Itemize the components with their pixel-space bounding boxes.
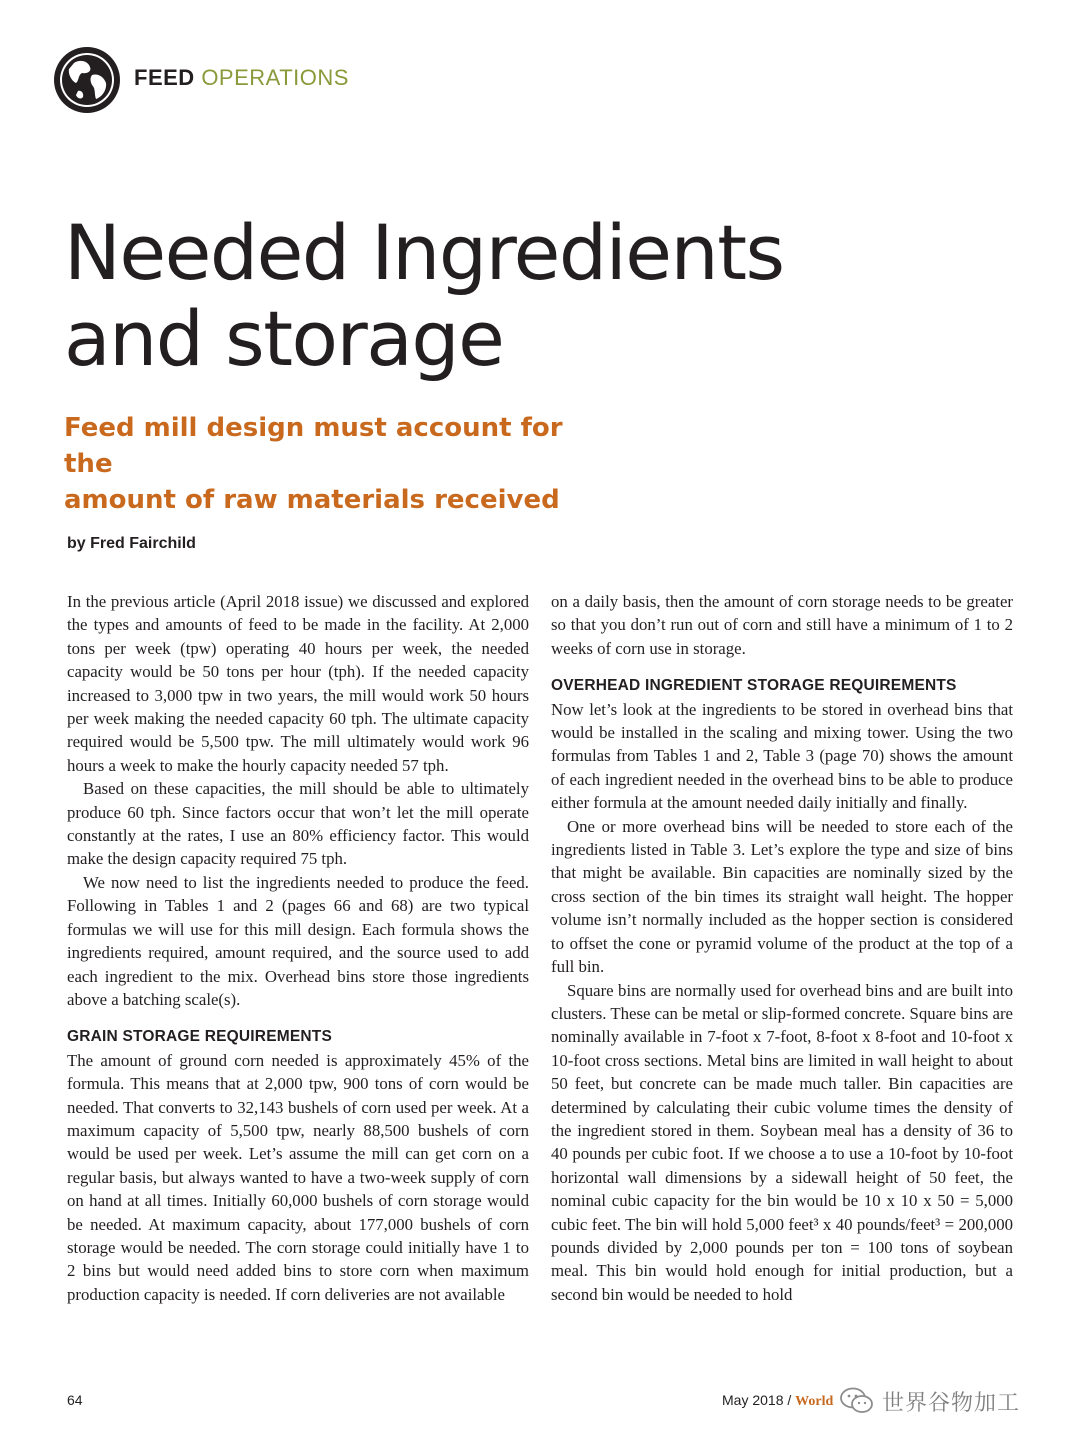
section-heading: GRAIN STORAGE REQUIREMENTS <box>67 1028 332 1046</box>
watermark-text: 世界谷物加工 <box>882 1390 1021 1416</box>
article-title-line2: and storage <box>64 294 504 383</box>
article-title <box>64 210 964 382</box>
paragraph: on a daily basis, then the amount of corn storage needs to be greater so that you don’t run out of corn and still have a minimum of 1 to 2 weeks of corn use in storage. <box>551 592 1013 658</box>
paragraph: Now let’s look at the ingredients to be stored in overhead bins that would be installed in the scaling and mixing tower. Using the two formulas from Tables 1 and 2, Table 3 (page 70) shows the amount of each ingredient needed in the overhead bins to be able to produce either formula at the amount needed daily initially and finally. <box>551 699 1013 813</box>
article-subtitle-line2: amount of raw materials received <box>64 485 560 515</box>
article-title-line1: Needed Ingredients <box>64 208 784 297</box>
issue-date: May 2018 / <box>722 1392 792 1408</box>
right-column <box>551 590 1013 1306</box>
byline: by Fred Fairchild <box>67 535 196 552</box>
paragraph: In the previous article (April 2018 issue) we discussed and explored the types and amounts of feed to be made in the facility. At 2,000 tons per week (tpw) operating 40 hours per week, the needed capacity would be 50 tons per hour (tph). If the needed capacity increased to 3,000 tpw in two years, the mill would work 50 hours per week making the needed capacity 60 tph. The ultimate capacity required would be 5,500 tpw. The mill ultimately would work 96 hours a week to make the hourly capacity needed 57 tph. <box>67 592 529 775</box>
watermark <box>840 1384 1050 1418</box>
paragraph: The amount of ground corn needed is approximately 45% of the formula. This means that at 2,000 tpw, 900 tons of corn would be needed. That converts to 32,143 bushels of corn used per week. At a maximum capacity of 5,500 tpw, nearly 88,500 bushels of corn would be used per week. Let’s assume the mill can get corn on a regular basis, but always wanted to have a two-week supply of corn on hand at all times. Initially 60,000 bushels of corn storage would be needed. At maximum capacity, about 177,000 bushels of corn storage would be needed. The corn storage could initially have 1 to 2 bins but would need added bins to store corn when maximum production capacity is needed. If corn deliveries are not available <box>67 1050 529 1304</box>
article-subtitle <box>64 410 584 518</box>
paragraph: Square bins are normally used for overhead bins and are built into clusters. These can be metal or slip-formed concrete. Square bins are nominally available in 7-foot x 7-foot, 8-foot x 8-foot and 10-foot x 10-foot cross sections. Metal bins are limited in wall height to about 50 feet, but concrete can be made much taller. Bin capacities are determined by calculating their cubic volume times the density of the ingredient stored in them. Soybean meal has a density of 36 to 40 pounds per cubic foot. If we choose a to use a 10-foot by 10-foot horizontal wall dimensions by a sidewall height of 50 feet, the nominal cubic capacity for the bin would be 10 x 10 x 50 = 5,000 cubic feet. The bin will hold 5,000 feet³ x 40 pounds/feet³ = 200,000 pounds divided by 2,000 pounds per ton = 100 tons of soybean meal. This bin would hold enough for initial production, but a second bin would be needed to hold <box>551 980 1013 1304</box>
section-header <box>52 45 552 115</box>
wechat-icon <box>840 1387 874 1415</box>
article-subtitle-line1: Feed mill design must account for the <box>64 413 563 479</box>
section-label <box>134 65 349 91</box>
section-label-accent: OPERATIONS <box>201 65 349 90</box>
page-footer <box>0 1390 1080 1420</box>
paragraph: We now need to list the ingredients needed to produce the feed. Following in Tables 1 and 2 (pages 66 and 68) are two typical formulas we will use for this mill design. Each formula shows the ingredients required, amount required, and the source used to add each ingredient to the mix. Overhead bins store those ingredients above a batching scale(s). <box>67 872 529 1009</box>
globe-icon <box>52 45 122 115</box>
paragraph: One or more overhead bins will be needed to store each of the ingredients listed in Table 3. Let’s explore the type and size of bins that might be available. Bin capacities are nominally sized by the cross section of the bin times its straight wall height. The hopper volume isn’t normally included as the hopper section is considered to offset the cone or pyramid volume of the product at the top of a full bin. <box>551 816 1013 977</box>
paragraph: Based on these capacities, the mill should be able to ultimately produce 60 tph. Since factors occur that won’t let the mill operate constantly at the rates, I use an 80% efficiency factor. This would make the design capacity required 75 tph. <box>67 779 529 869</box>
section-label-bold: FEED <box>134 65 195 90</box>
section-heading: OVERHEAD INGREDIENT STORAGE REQUIREMENTS <box>551 677 957 695</box>
left-column <box>67 590 529 1306</box>
page-number: 64 <box>67 1392 83 1408</box>
magazine-name: World <box>795 1394 834 1409</box>
issue-info <box>722 1392 833 1410</box>
